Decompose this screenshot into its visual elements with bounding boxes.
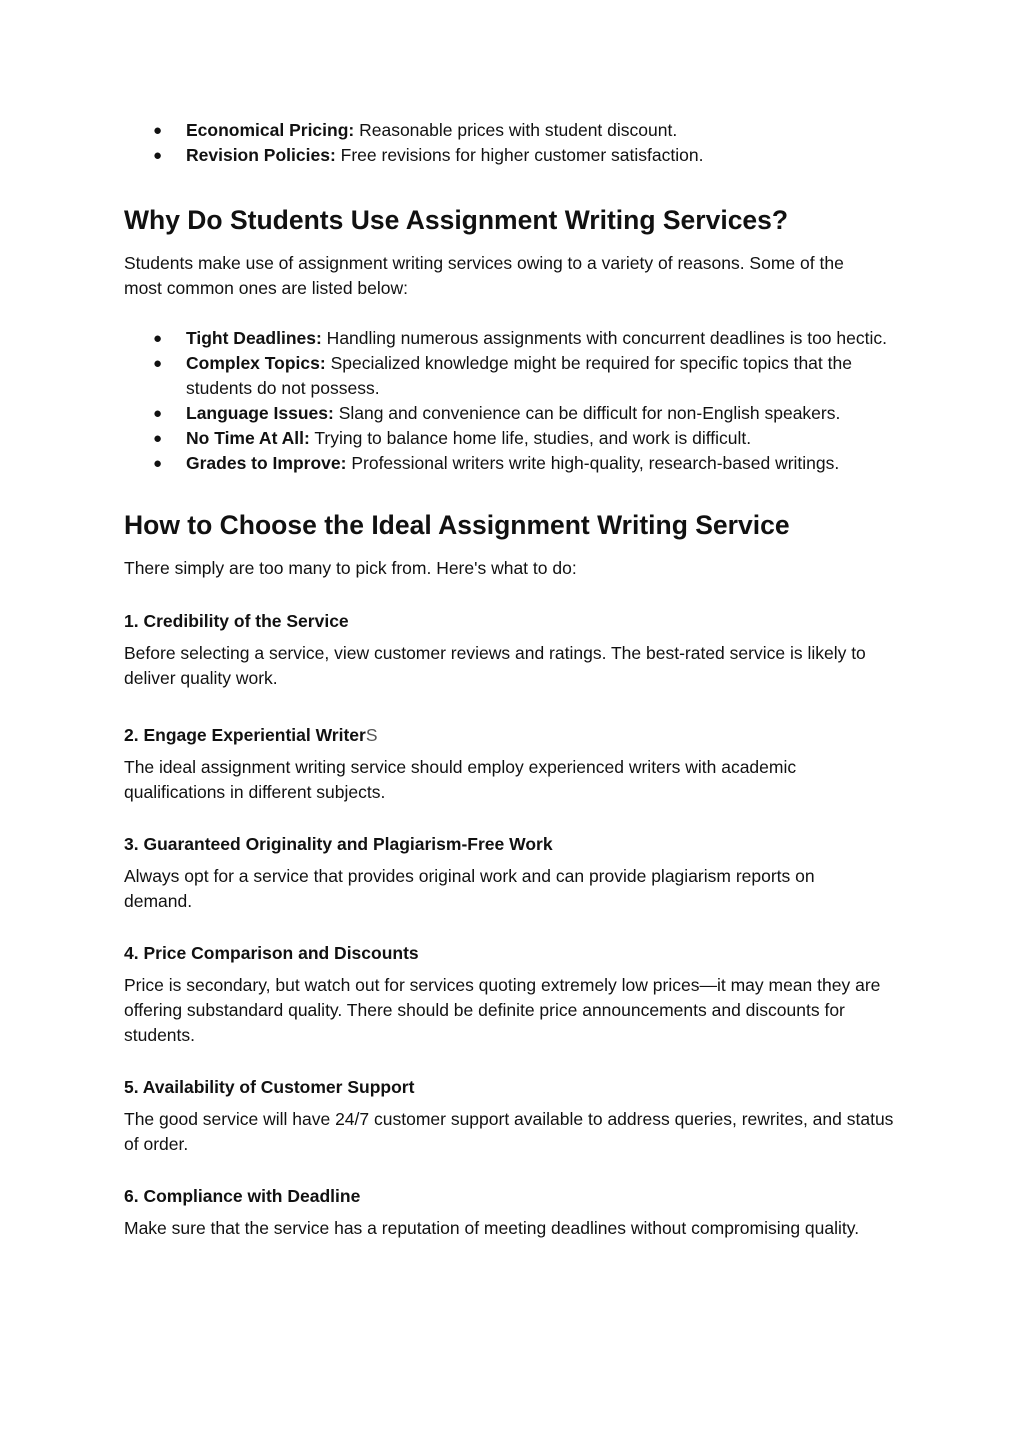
list-item (124, 118, 914, 143)
bullet-icon: ● (153, 147, 163, 164)
bullet-text: Handling numerous assignments with concurrent deadlines is too hectic. (321, 328, 887, 348)
section-intro: There simply are too many to pick from. Here's what to do: (124, 558, 577, 578)
bullet-text: Reasonable prices with student discount. (354, 120, 678, 140)
item-title-text: 1. Credibility of the Service (124, 611, 349, 631)
item-body: Always opt for a service that provides original work and can provide plagiarism reports on demand. (124, 866, 815, 911)
list-item (124, 451, 966, 476)
bullet-text: Slang and convenience can be difficult for non-English speakers. (333, 403, 841, 423)
bullet-term: Grades to Improve: (186, 453, 347, 473)
item-body: The good service will have 24/7 customer support available to address queries, rewrites, and status of order. (124, 1109, 894, 1154)
section-intro: Students make use of assignment writing services owing to a variety of reasons. Some of the most common ones are listed below: (124, 253, 844, 298)
bullet-text: Professional writers write high-quality, research-based writings. (346, 453, 840, 473)
item-title (124, 723, 914, 747)
bullet-icon: ● (153, 430, 163, 447)
bullet-term: Complex Topics: (186, 353, 326, 373)
item-title (124, 1184, 914, 1208)
item-body: Price is secondary, but watch out for services quoting extremely low prices—it may mean they are offering substandard quality. There should be definite price announcements and discounts for students. (124, 975, 881, 1045)
bullet-term: No Time At All: (186, 428, 310, 448)
item-title-tail: S (365, 725, 378, 745)
item-title-text: 6. Compliance with Deadline (124, 1186, 361, 1206)
bullet-text: Trying to balance home life, studies, and work is difficult. (309, 428, 752, 448)
bullet-text: Specialized knowledge might be required for specific topics that the students do not possess. (186, 353, 852, 398)
bullet-icon: ● (153, 455, 163, 472)
reasons-bullet-list (124, 326, 914, 476)
list-item (124, 326, 921, 351)
bullet-term: Tight Deadlines: (186, 328, 322, 348)
item-title-text: 2. Engage Experiential Writer (124, 725, 366, 745)
bullet-icon: ● (153, 122, 163, 139)
top-bullet-list (124, 118, 914, 168)
item-title (124, 941, 914, 965)
list-item (124, 143, 914, 168)
item-title-text: 4. Price Comparison and Discounts (124, 943, 419, 963)
item-body: The ideal assignment writing service should employ experienced writers with academic qualifications in different subjects. (124, 757, 797, 802)
section-heading-how: How to Choose the Ideal Assignment Writing Service (124, 510, 790, 540)
item-body: Before selecting a service, view customer reviews and ratings. The best-rated service is likely to deliver quality work. (124, 643, 866, 688)
bullet-icon: ● (153, 405, 163, 422)
item-title (124, 832, 914, 856)
bullet-term: Revision Policies: (186, 145, 336, 165)
document-page (124, 118, 914, 1241)
bullet-icon: ● (153, 355, 163, 372)
section-heading-why: Why Do Students Use Assignment Writing Services? (124, 205, 789, 235)
item-body: Make sure that the service has a reputation of meeting deadlines without compromising quality. (124, 1218, 860, 1238)
bullet-icon: ● (153, 330, 163, 347)
bullet-term: Language Issues: (186, 403, 334, 423)
list-item (124, 351, 921, 401)
item-title-text: 3. Guaranteed Originality and Plagiarism-Free Work (124, 834, 553, 854)
list-item (124, 401, 966, 426)
bullet-text: Free revisions for higher customer satisfaction. (335, 145, 704, 165)
item-title (124, 609, 914, 633)
item-title-text: 5. Availability of Customer Support (124, 1077, 415, 1097)
bullet-term: Economical Pricing: (186, 120, 355, 140)
list-item (124, 426, 966, 451)
item-title (124, 1075, 914, 1099)
